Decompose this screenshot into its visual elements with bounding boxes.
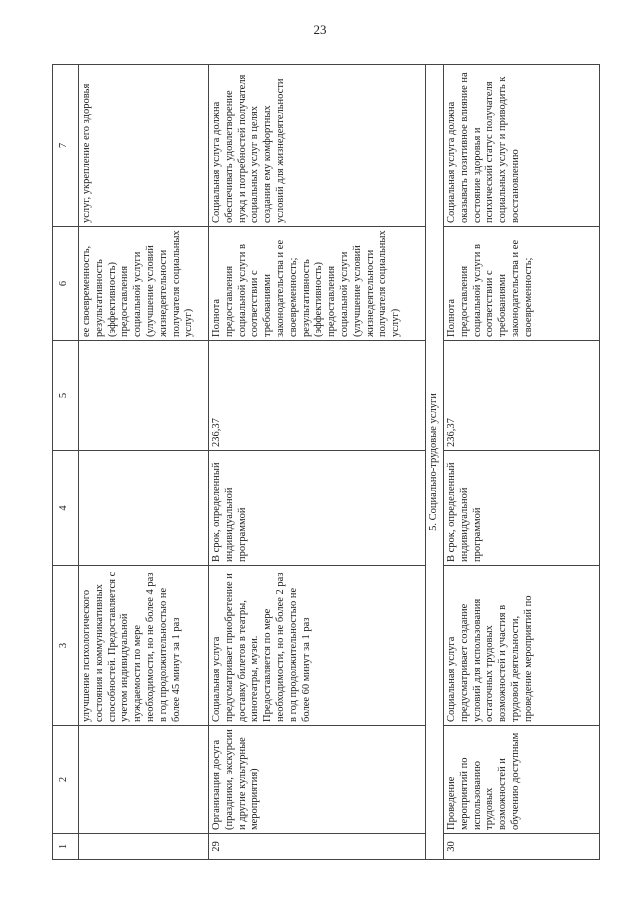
header-col-4: 4 — [53, 450, 78, 565]
service-tariff: 236,37 — [209, 340, 425, 450]
row-number: 30 — [444, 833, 600, 859]
header-col-1: 1 — [53, 833, 78, 859]
cont-quality-cell: ее своевременность, результативность (эффективность) предоставления социальной услуги (улучшение условий жизнедеятельности получателя социальных услуг) — [79, 226, 208, 340]
service-name: Организация досуга (праздники, экскурсии и другие культурные мероприятия) — [209, 725, 425, 833]
service-term: В срок, определенный индивидуальной программой — [209, 450, 425, 565]
services-table — [52, 64, 600, 860]
cont-tariff-cell — [79, 340, 208, 450]
service-evaluation: Социальная услуга должна обеспечивать удовлетворение нужд и потребностей получателя социальных услуг в целях создания ему комфортных условий для жизнедеятельности — [211, 74, 286, 223]
service-quality: Полнота предоставления социальной услуги в соответствии с требованиями законодательства и ее своевременность; — [444, 226, 600, 340]
service-term: В срок, определенный индивидуальной программой — [444, 450, 600, 565]
header-col-6: 6 — [53, 226, 78, 340]
cont-evaluation-cell: услуг, укрепление его здоровья — [81, 83, 92, 223]
table-row-continuation — [79, 65, 209, 859]
header-col-7: 7 — [58, 142, 69, 149]
cont-term-cell — [79, 450, 208, 565]
service-tariff: 236,37 — [444, 340, 600, 450]
table-header-row — [53, 65, 79, 859]
service-description: Социальная услуга предусматривает создание условий для использования остаточных трудовых возможностей и участия в трудовой деятельности, проведение мероприятий по — [444, 565, 600, 725]
table-row-29 — [209, 65, 426, 859]
table-row-30 — [444, 65, 600, 859]
header-col-3: 3 — [53, 565, 78, 725]
table-viewport — [52, 64, 600, 860]
header-col-5: 5 — [53, 340, 78, 450]
cont-num-cell — [79, 833, 208, 859]
service-description: Социальная услуга предусматривает приобретение и доставку билетов в театры, кинотеатры, музеи. Предоставляется по мере необходимости, но не более 2 раз в год продолжительностью не более 60 минут за 1 раз — [209, 565, 425, 725]
header-col-2: 2 — [53, 725, 78, 833]
page-number: 23 — [313, 22, 327, 37]
service-evaluation: Социальная услуга должна оказывать позитивное влияние на состояние здоровья и психический статус получателя социальных услуг и приводить к восстановлению — [446, 72, 521, 223]
service-quality: Полнота предоставления социальной услуги в соответствии с требованиями законодательства и ее своевременность; результативность (эффективность) предоставления социальной услуги (улучшение условий жизнедеятельности получателя социальных услуг) — [209, 226, 425, 340]
section-title: 5. Социально-трудовые услуги — [426, 65, 444, 859]
cont-name-cell — [79, 725, 208, 833]
cont-description-cell: улучшение психологического состояния и коммуникативных способностей. Предоставляется с учетом индивидуальной нуждаемости по мере необходимости, но не более 4 раз в год продолжительностью не более 45 минут за 1 раз — [79, 565, 208, 725]
service-name: Проведение мероприятий по использованию трудовых возможностей и обучению доступным — [444, 725, 600, 833]
row-number: 29 — [209, 833, 425, 859]
